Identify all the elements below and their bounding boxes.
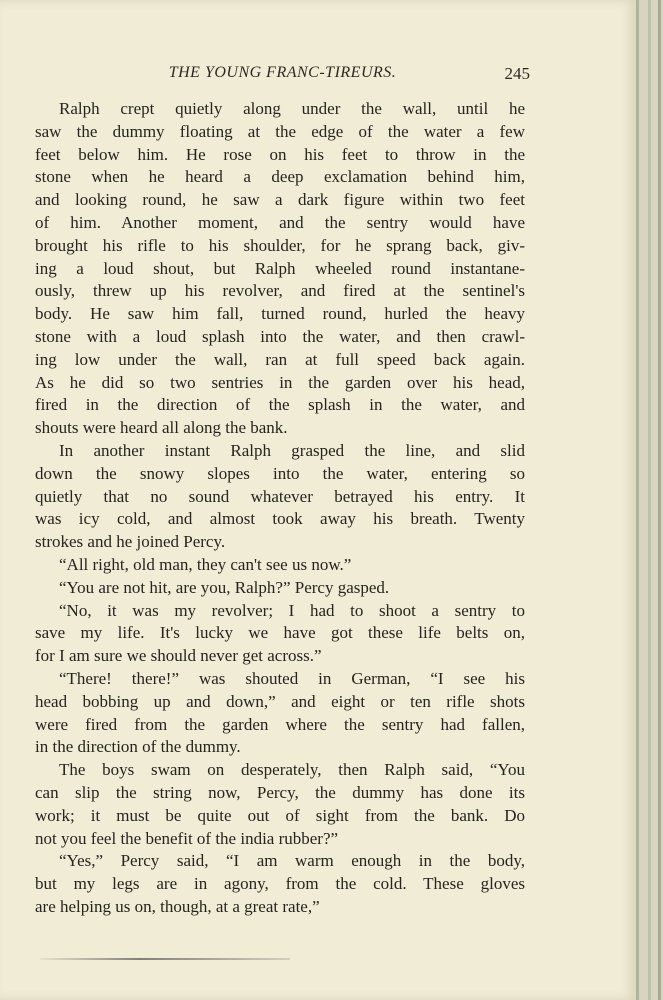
page-edge	[636, 0, 639, 1000]
text-line: brought his rifle to his shoulder, for he sprang back, giv-	[35, 235, 525, 255]
text-line: in the direction of the dummy.	[35, 737, 241, 757]
text-line: can slip the string now, Percy, the dummy has done its	[35, 782, 525, 802]
text-line: stone when he heard a deep exclamation behind him,	[35, 167, 525, 187]
text-line: save my life. It's lucky we have got these life belts on,	[35, 623, 525, 643]
text-line: are helping us on, though, at a great rate,”	[35, 896, 320, 916]
text-line: down the snowy slopes into the water, entering so	[35, 463, 525, 483]
text-line: ing low under the wall, ran at full speed back again.	[35, 349, 525, 369]
text-line: “All right, old man, they can't see us now.”	[59, 554, 352, 574]
text-line: work; it must be quite out of sight from the bank. Do	[35, 805, 525, 825]
text-line: were fired from the garden where the sentry had fallen,	[35, 714, 525, 734]
text-line: “You are not hit, are you, Ralph?” Percy gasped.	[59, 577, 390, 597]
text-line: but my legs are in agony, from the cold. These gloves	[35, 874, 525, 894]
text-line: was icy cold, and almost took away his breath. Twenty	[35, 509, 525, 529]
text-line: quietly that no sound whatever betrayed his entry. It	[35, 486, 525, 506]
text-line: In another instant Ralph grasped the line, and slid	[59, 440, 525, 460]
text-line: “No, it was my revolver; I had to shoot a sentry to	[59, 600, 525, 620]
text-line: and looking round, he saw a dark figure within two feet	[35, 190, 525, 210]
body-text	[35, 98, 525, 919]
text-line: ing a loud shout, but Ralph wheeled round instantane-	[35, 258, 525, 278]
text-line: strokes and he joined Percy.	[35, 532, 226, 552]
text-line: fired in the direction of the splash in the water, and	[35, 395, 525, 415]
running-title: THE YOUNG FRANC-TIREURS.	[168, 64, 397, 81]
text-line: of him. Another moment, and the sentry would have	[35, 212, 525, 232]
page-edge	[648, 0, 651, 1000]
page-header	[35, 64, 530, 88]
text-line: “Yes,” Percy said, “I am warm enough in the body,	[59, 851, 525, 871]
text-line: stone with a loud splash into the water, and then crawl-	[35, 326, 525, 346]
text-line: saw the dummy floating at the edge of the water a few	[35, 121, 525, 141]
text-line: The boys swam on desperately, then Ralph said, “You	[59, 760, 525, 780]
footer-rule	[40, 958, 290, 960]
text-line: body. He saw him fall, turned round, hurled the heavy	[35, 304, 525, 324]
page-edge	[658, 0, 661, 1000]
text-line: for I am sure we should never get across.”	[35, 646, 322, 666]
text-line: ously, threw up his revolver, and fired at the sentinel's	[35, 281, 525, 301]
text-line: As he did so two sentries in the garden over his head,	[35, 372, 525, 392]
text-line: “There! there!” was shouted in German, “I see his	[59, 668, 525, 688]
text-line: Ralph crept quietly along under the wall, until he	[59, 99, 525, 118]
text-line: shouts were heard all along the bank.	[35, 418, 288, 438]
text-line: head bobbing up and down,” and eight or ten rifle shots	[35, 691, 525, 711]
text-line: not you feel the benefit of the india rubber?”	[35, 828, 339, 848]
page-number: 245	[504, 64, 530, 83]
text-line: feet below him. He rose on his feet to throw in the	[35, 144, 525, 164]
